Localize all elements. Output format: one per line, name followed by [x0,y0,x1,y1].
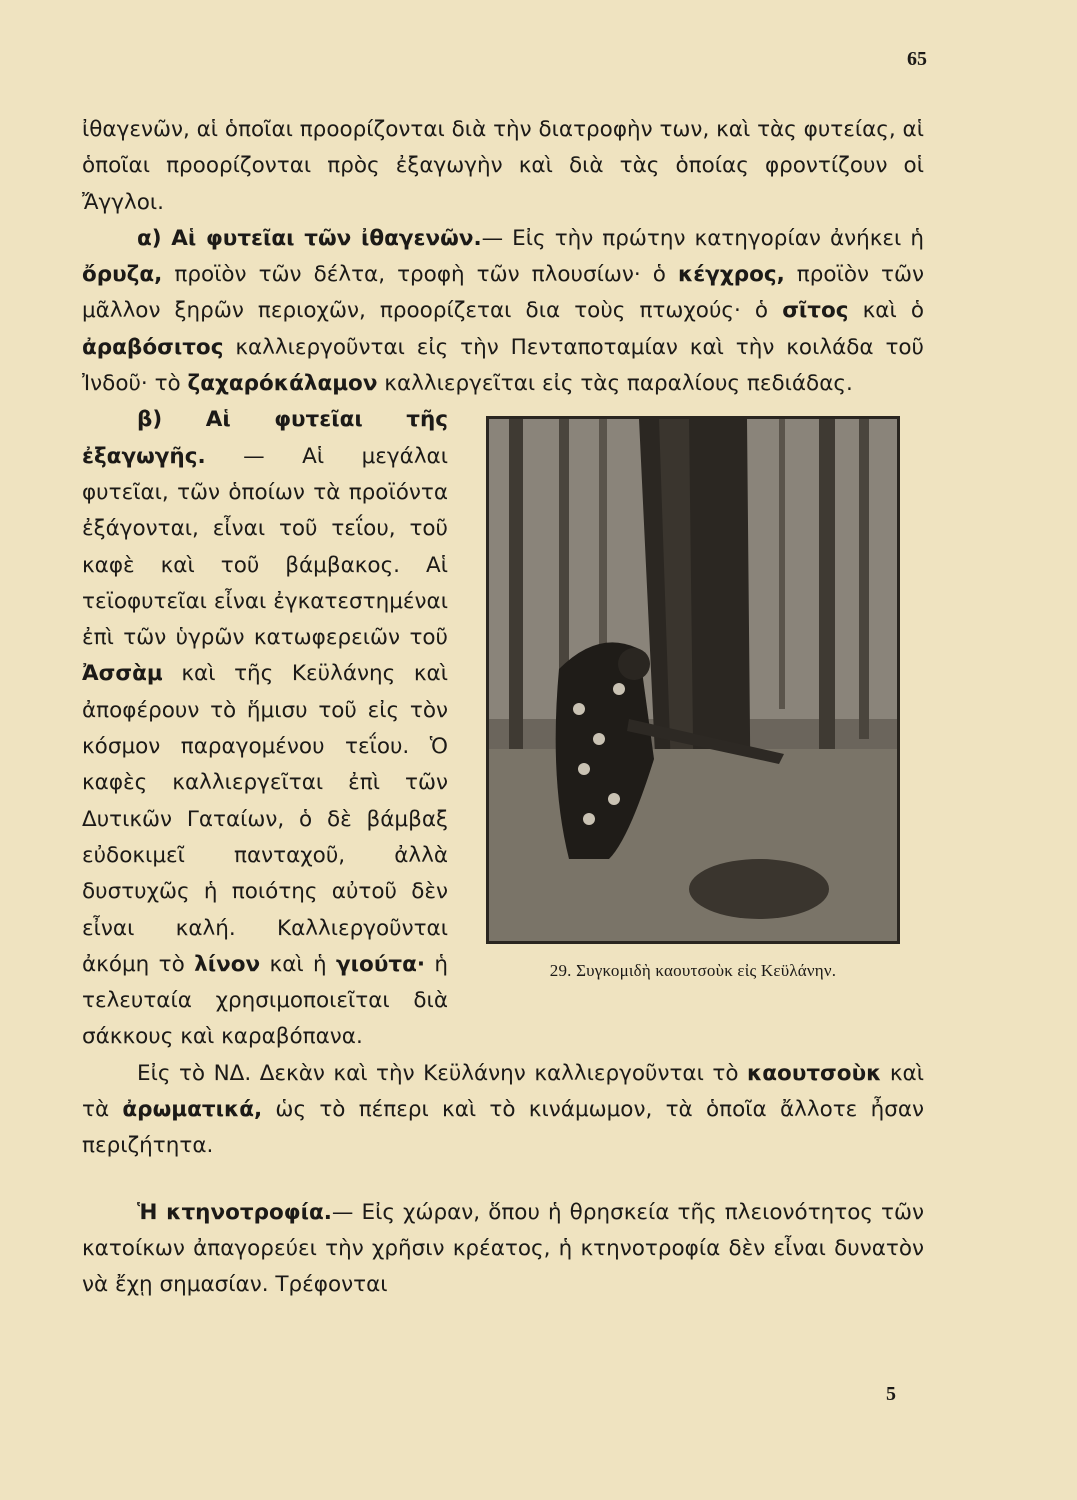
section-a-heading: α) Αἱ φυτεῖαι τῶν ἰθαγενῶν. [137,225,482,251]
term-spices: ἀρωματικά, [122,1097,263,1123]
term-assam: Ἀσσὰμ [82,661,163,687]
section-a-paragraph: α) Αἱ φυτεῖαι τῶν ἰθαγενῶν.— Εἰς τὴν πρώτην κατηγορίαν ἀνήκει ἡ ὄρυζα, προϊὸν τῶν δέλτα, τροφὴ τῶν πλουσίων· ὁ κέγχρος, προϊὸν τῶν μᾶλλον ξηρῶν περιοχῶν, προορίζεται δια τοὺς πτωχούς· ὁ σῖτος καὶ ὁ ἀραβόσιτος καλλιεργοῦνται εἰς τὴν Πενταποταμίαν καὶ τὴν κοιλάδα τοῦ Ἰνδοῦ· τὸ ζαχαρόκάλαμον καλλιεργεῖται εἰς τὰς παραλίους πεδιάδας. [82,225,925,397]
figure-caption: 29. Συγκομιδὴ καουτσοὺκ εἰς Κεϋλάνην. [549,961,837,981]
page-number: 65 [907,48,927,70]
signature-mark: 5 [886,1383,896,1405]
photo-illustration [489,419,897,941]
figure-rubber-harvest [462,408,924,984]
section-b-heading: β) Αἱ φυτεῖαι τῆς ἐξαγωγῆς. [82,407,448,469]
section-c-paragraph: Εἰς τὸ ΝΔ. Δεκὰν καὶ τὴν Κεϋλάνην καλλιεργοῦνται τὸ καουτσοὺκ καὶ τὰ ἀρωματικά, ὡς τὸ πέπερι καὶ τὸ κινάμωμον, τὰ ὁποῖα ἄλλοτε ἦσαν περιζήτητα. [82,1060,925,1159]
term-linen: λίνον [194,951,261,977]
term-rice: ὄρυζα, [82,262,163,288]
livestock-paragraph: Ἡ κτηνοτροφία.— Εἰς χώραν, ὅπου ἡ θρησκεία τῆς πλειονότητος τῶν κατοίκων ἀπαγορεύει τὴν χρῆσιν κρέατος, ἡ κτηνοτροφία δὲν εἶναι δυνατὸν νὰ ἔχῃ σημασίαν. Τρέφονται [82,1199,925,1298]
term-wheat: σῖτος [782,298,849,324]
rubber-tapping-photo [486,416,900,944]
term-sugarcane: ζαχαρόκάλαμον [187,371,378,397]
paragraph-gap [82,1165,924,1195]
livestock-heading: Ἡ κτηνοτροφία. [137,1199,332,1225]
term-jute: γιούτα· [336,951,426,977]
page-body [82,112,924,1304]
term-maize: ἀραβόσιτος [82,334,224,360]
term-millet: κέγχρος, [677,262,785,288]
term-rubber: καουτσοὺκ [747,1060,882,1086]
intro-paragraph: ἰθαγενῶν, αἱ ὁποῖαι προορίζονται διὰ τὴν διατροφὴν των, καὶ τὰς φυτείας, αἱ ὁποῖαι προορίζονται πρὸς ἐξαγωγὴν καὶ διὰ τὰς ὁποίας φροντίζουν οἱ Ἄγγλοι. [82,117,925,215]
section-b-paragraph: β) Αἱ φυτεῖαι τῆς ἐξαγωγῆς. — Αἱ μεγάλαι φυτεῖαι, τῶν ὁποίων τὰ προϊόντα ἐξάγονται, εἶναι τοῦ τεΐου, τοῦ καφὲ καὶ τοῦ βάμβακος. Αἱ τεϊοφυτεῖαι εἶναι ἐγκατεστημέναι ἐπὶ τῶν ὑγρῶν κατωφερειῶν τοῦ Ἀσσὰμ καὶ τῆς Κεϋλάνης καὶ ἀποφέρουν τὸ ἥμισυ τοῦ εἰς τὸν κόσμον παραγομένου τεΐου. Ὁ καφὲς καλλιεργεῖται ἐπὶ τῶν Δυτικῶν Γαταίων, ὁ δὲ βάμβαξ εὐδοκιμεῖ πανταχοῦ, ἀλλὰ δυστυχῶς ἡ ποιότης αὐτοῦ δὲν εἶναι καλή. Καλλιεργοῦνται ἀκόμη τὸ λίνον καὶ ἡ γιούτα· ἡ τελευταία χρησιμοποιεῖται διὰ σάκκους καὶ καραβόπανα. [82,407,449,1050]
